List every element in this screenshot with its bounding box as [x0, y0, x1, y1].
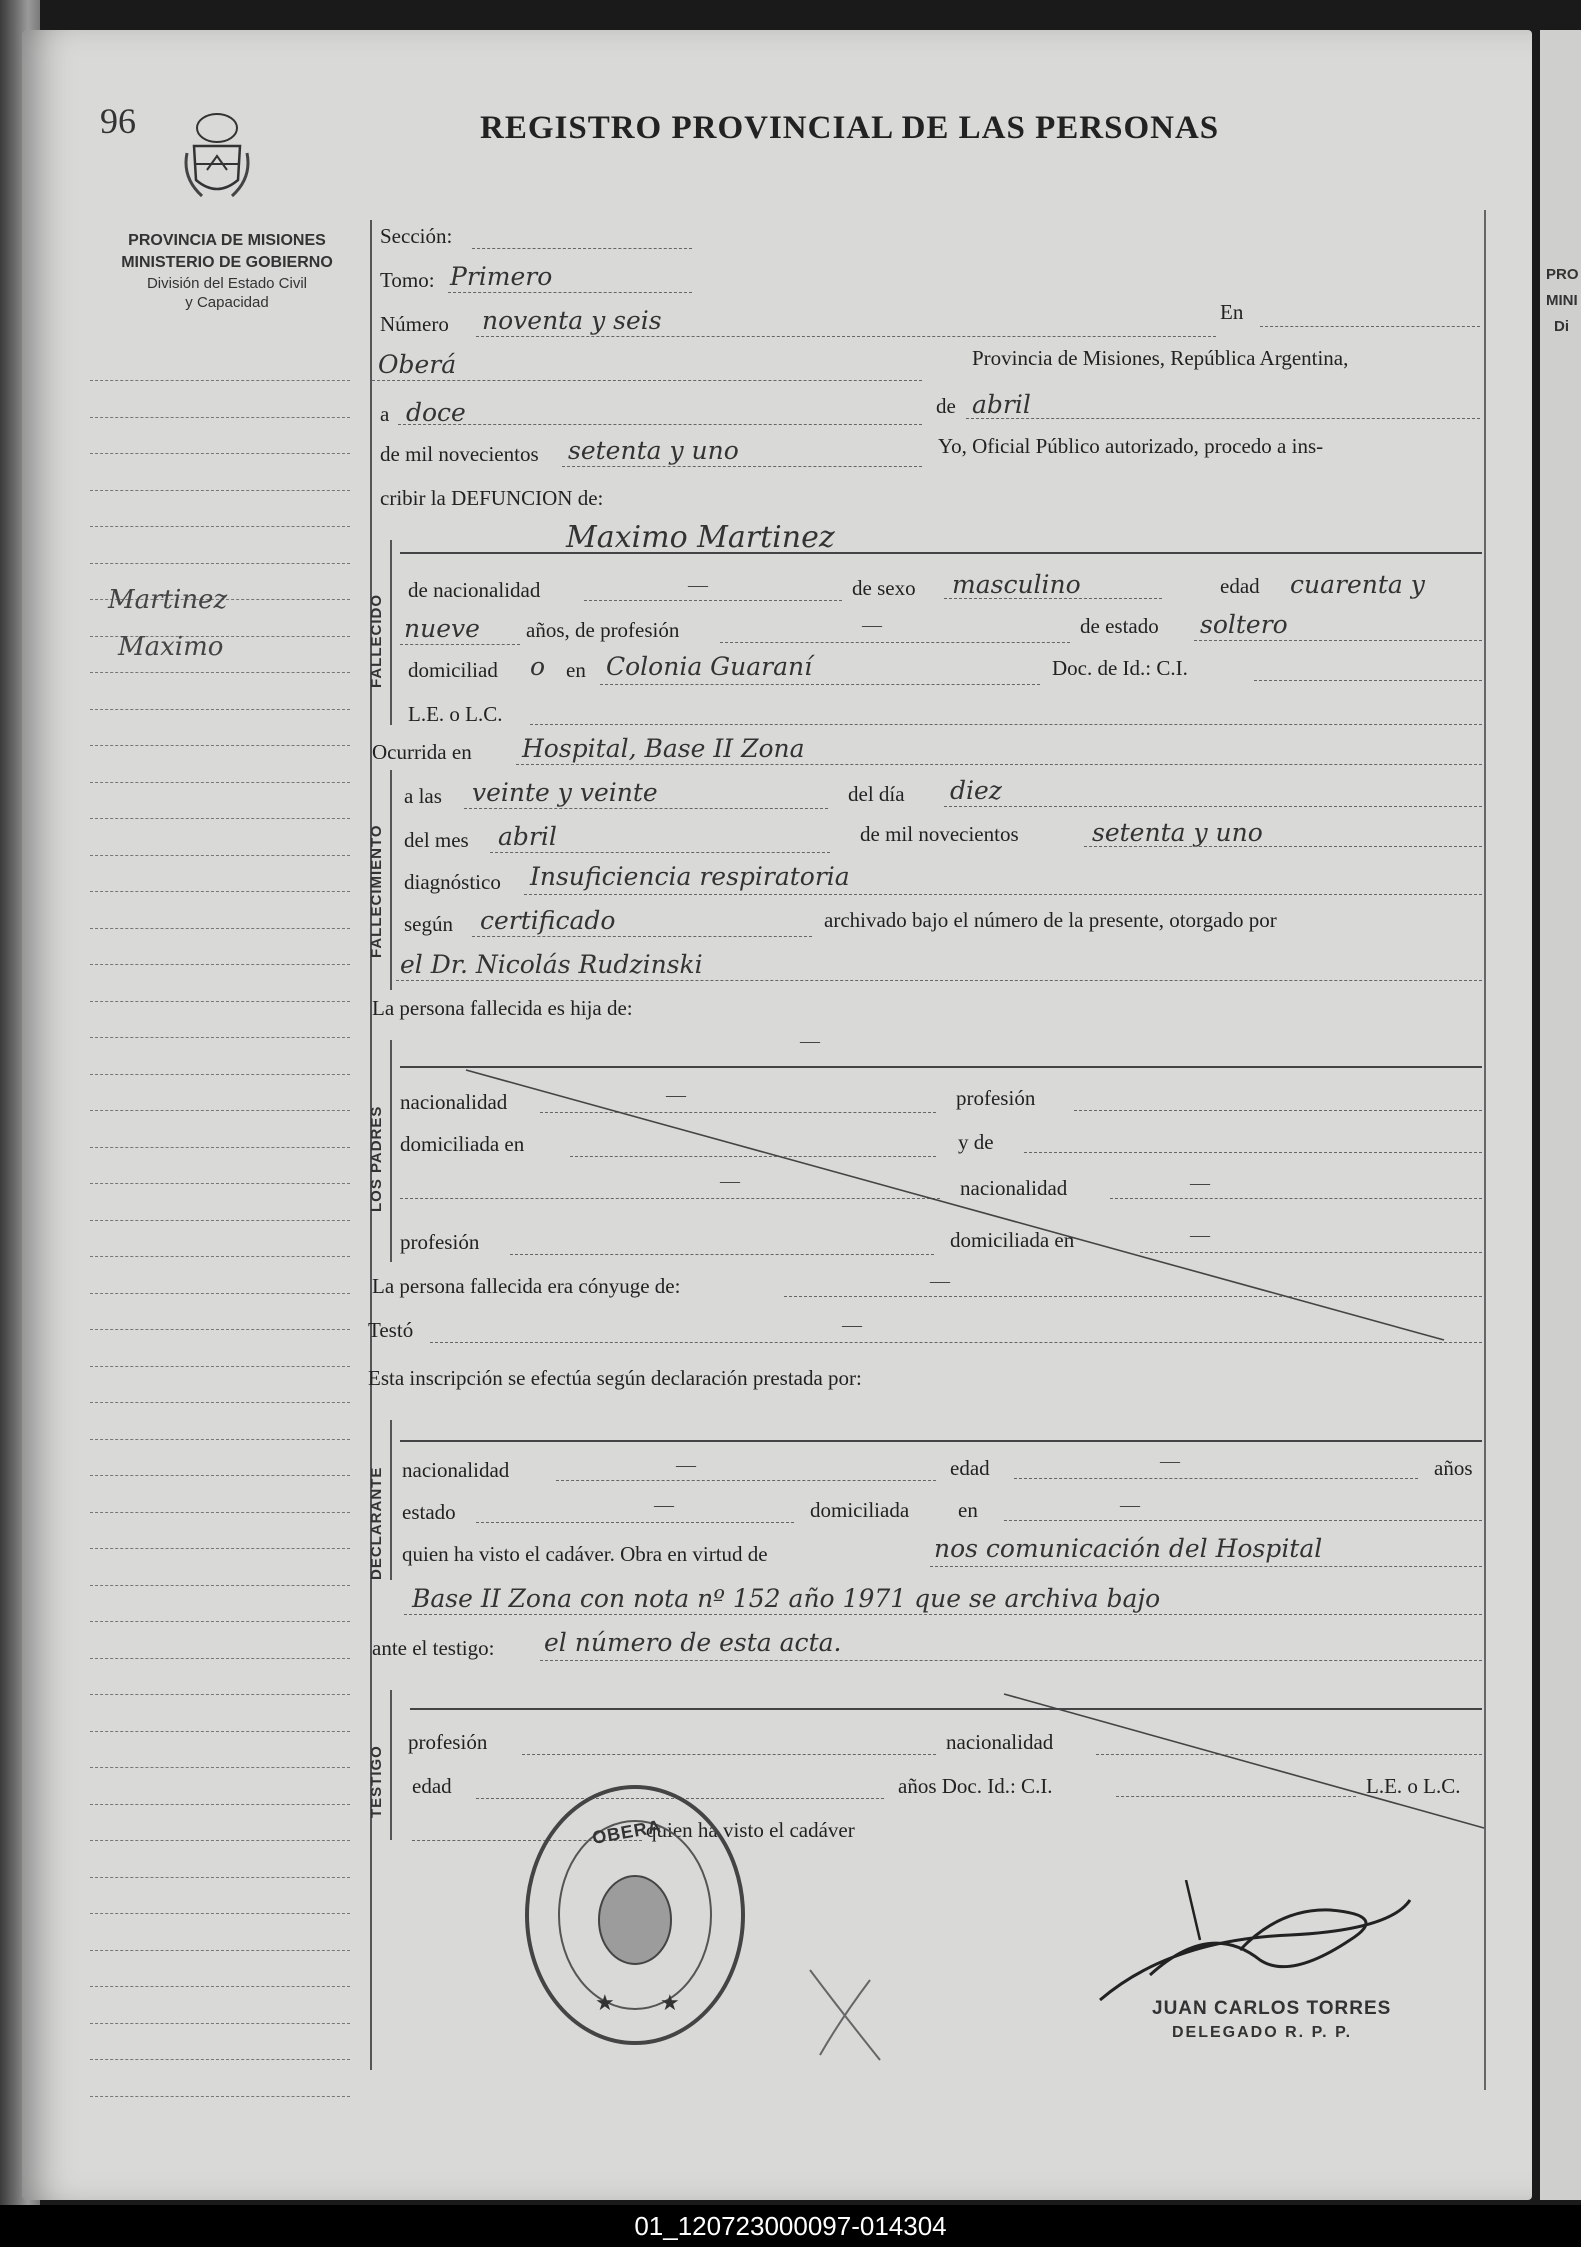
blank-dash: —: [666, 1084, 686, 1106]
margin-rule: [90, 745, 350, 746]
margin-rule: [90, 1512, 350, 1513]
ministry-header: [92, 230, 362, 312]
blank-dash: —: [930, 1270, 950, 1292]
line: [562, 466, 922, 467]
line: [584, 600, 842, 601]
label-estado-decl: estado: [402, 1500, 456, 1524]
label-segun: según: [404, 912, 453, 936]
adjacent-fragment: PRO: [1546, 266, 1579, 283]
label-edad: edad: [1220, 574, 1260, 598]
side-label-declarante: DECLARANTE: [368, 1466, 385, 1580]
hw-medico: el Dr. Nicolás Rudzinski: [400, 950, 703, 979]
label-doc-id: Doc. de Id.: C.I.: [1052, 656, 1188, 680]
side-label-testigo: TESTIGO: [368, 1745, 385, 1818]
margin-rule: [90, 1658, 350, 1659]
hw-diagnostico: Insuficiencia respiratoria: [530, 862, 850, 891]
label-inscripcion: Esta inscripción se efectúa según declaración prestada por:: [368, 1366, 862, 1390]
hw-hora: veinte y veinte: [472, 778, 658, 807]
label-quien-visto2: quien ha visto el cadáver: [646, 1818, 855, 1842]
label-de-mil2: de mil novecientos: [860, 822, 1019, 846]
hw-sexo: masculino: [952, 570, 1081, 599]
blank-dash: —: [688, 574, 708, 596]
label-numero: Número: [380, 312, 449, 336]
cross-mark-icon: [800, 1960, 890, 2070]
blank-dash: —: [800, 1030, 820, 1052]
label-le-lc: L.E. o L.C.: [408, 702, 503, 726]
hw-ocurrida: Hospital, Base II Zona: [522, 734, 805, 763]
blank-dash: —: [842, 1314, 862, 1336]
margin-rule: [90, 1475, 350, 1476]
margin-rule: [90, 2023, 350, 2024]
line: [556, 1480, 936, 1481]
margin-rule: [90, 1913, 350, 1914]
label-quien-visto: quien ha visto el cadáver. Obra en virtud de: [402, 1542, 768, 1566]
ministry-line: PROVINCIA DE MISIONES: [128, 232, 326, 249]
hw-estado: soltero: [1200, 610, 1288, 639]
margin-rule: [90, 1804, 350, 1805]
margin-rule: [90, 563, 350, 564]
margin-surname: Martinez: [108, 585, 228, 615]
label-nacionalidad-test: nacionalidad: [946, 1730, 1054, 1754]
line: [400, 644, 520, 645]
blank-dash: —: [1190, 1172, 1210, 1194]
margin-rule: [90, 855, 350, 856]
label-anos-doc: años Doc. Id.: C.I.: [898, 1774, 1053, 1798]
adjacent-fragment: Di: [1554, 318, 1569, 335]
page-number: 96: [100, 101, 136, 141]
margin-rule: [90, 526, 350, 527]
margin-rule: [90, 1329, 350, 1330]
margin-rule: [90, 1001, 350, 1002]
line: [396, 980, 1482, 981]
label-edad-decl: edad: [950, 1456, 990, 1480]
line: [404, 1614, 1482, 1615]
margin-rule: [90, 928, 350, 929]
margin-firstname: Maximo: [118, 632, 224, 662]
margin-rule: [90, 1840, 350, 1841]
line: [522, 1754, 936, 1755]
line: [600, 684, 1040, 685]
label-provincia: Provincia de Misiones, República Argentina,: [972, 346, 1349, 370]
label-domiciliada-decl: domiciliada: [810, 1498, 910, 1522]
side-label-padres: LOS PADRES: [368, 1105, 385, 1212]
side-label-fallecimiento: FALLECIMIENTO: [368, 824, 385, 958]
blank-dash: —: [862, 614, 882, 636]
rule: [400, 1440, 1482, 1442]
margin-rule: [90, 1293, 350, 1294]
label-profesion-padre: profesión: [956, 1086, 1036, 1110]
margin-rule: [90, 1986, 350, 1987]
margin-rule: [90, 1110, 350, 1111]
line: [398, 424, 922, 425]
label-cribir: cribir la DEFUNCION de:: [380, 486, 604, 510]
hw-o: o: [530, 652, 546, 681]
label-hija-de: La persona fallecida es hija de:: [372, 996, 633, 1020]
label-en-decl: en: [958, 1498, 978, 1522]
hw-lugar: Oberá: [378, 350, 457, 379]
svg-text:★: ★: [660, 1990, 680, 2015]
margin-rule: [90, 1767, 350, 1768]
label-seccion: Sección:: [380, 224, 453, 248]
margin-rule: [90, 891, 350, 892]
margin-rule: [90, 2059, 350, 2060]
blank-dash: —: [1160, 1450, 1180, 1472]
label-de-mil: de mil novecientos: [380, 442, 539, 466]
section-bar: [390, 1690, 392, 1840]
hw-mes: abril: [972, 390, 1031, 419]
label-ocurrida: Ocurrida en: [372, 740, 472, 764]
line: [1260, 326, 1480, 327]
margin-rule: [90, 1037, 350, 1038]
hw-edad1: cuarenta y: [1290, 570, 1425, 599]
label-anos-decl: años: [1434, 1456, 1473, 1480]
hw-nombre: Maximo Martinez: [566, 520, 835, 555]
hw-obra2: Base II Zona con nota nº 152 año 1971 que se archiva bajo: [412, 1584, 1161, 1613]
hw-mes-fall: abril: [498, 822, 557, 851]
line: [372, 380, 922, 381]
label-tomo: Tomo:: [380, 268, 435, 292]
margin-rule: [90, 1183, 350, 1184]
side-label-fallecido: FALLECIDO: [368, 594, 385, 688]
label-diagnostico: diagnóstico: [404, 870, 501, 894]
label-en2: en: [566, 658, 586, 682]
margin-rule: [90, 1256, 350, 1257]
label-testo: Testó: [368, 1318, 414, 1342]
line: [516, 764, 1482, 765]
blank-dash: —: [1190, 1224, 1210, 1246]
line: [472, 936, 812, 937]
margin-rule: [90, 818, 350, 819]
margin-rule: [90, 1731, 350, 1732]
label-nacionalidad-decl: nacionalidad: [402, 1458, 510, 1482]
label-domiciliad: domiciliad: [408, 658, 498, 682]
line: [472, 248, 692, 249]
label-profesion-test: profesión: [408, 1730, 488, 1754]
section-bar: [390, 540, 392, 725]
hw-dia: doce: [406, 398, 466, 427]
label-del-mes: del mes: [404, 828, 469, 852]
label-del-dia: del día: [848, 782, 905, 806]
ministry-line: y Capacidad: [185, 294, 269, 311]
line: [490, 852, 830, 853]
hw-obra1: nos comunicación del Hospital: [934, 1534, 1323, 1563]
hw-numero: noventa y seis: [482, 306, 662, 335]
line: [524, 894, 1482, 895]
line: [1084, 846, 1482, 847]
label-profesion-madre: profesión: [400, 1230, 480, 1254]
label-de: de: [936, 394, 956, 418]
margin-rule: [90, 1220, 350, 1221]
margin-rule: [90, 1585, 350, 1586]
line: [1254, 680, 1482, 681]
line: [930, 1566, 1482, 1567]
blank-dash: —: [720, 1170, 740, 1192]
adjacent-fragment: MINI: [1546, 292, 1578, 309]
line: [540, 1660, 1482, 1661]
line: [476, 1522, 794, 1523]
strike-through-line: [1000, 1690, 1490, 1840]
page-title: REGISTRO PROVINCIAL DE LAS PERSONAS: [480, 110, 1220, 146]
blank-dash: —: [1120, 1494, 1140, 1516]
coat-of-arms-icon: [182, 108, 252, 206]
line: [1004, 1520, 1482, 1521]
section-bar: [390, 1040, 392, 1262]
label-y-de: y de: [958, 1130, 994, 1154]
line: [530, 724, 1482, 725]
section-bar: [390, 770, 392, 990]
label-nacionalidad-padre: nacionalidad: [400, 1090, 508, 1114]
margin-rule: [90, 2096, 350, 2097]
line: [966, 418, 1480, 419]
signer-role: DELEGADO R. P. P.: [1172, 2024, 1353, 2041]
margin-rule: [90, 1621, 350, 1622]
line: [464, 808, 828, 809]
hw-anio: setenta y uno: [568, 436, 739, 465]
label-estado: de estado: [1080, 614, 1159, 638]
blank-dash: —: [676, 1454, 696, 1476]
label-yo: Yo, Oficial Público autorizado, procedo a ins-: [938, 434, 1324, 458]
hw-tomo: Primero: [450, 262, 553, 291]
margin-rule: [90, 964, 350, 965]
signer-name: JUAN CARLOS TORRES: [1152, 1998, 1392, 2019]
adjacent-page: [1540, 30, 1581, 2200]
margin-rule: [90, 380, 350, 381]
margin-rule: [90, 709, 350, 710]
hw-anio-fall: setenta y uno: [1092, 818, 1263, 847]
line: [944, 806, 1482, 807]
ministry-line: División del Estado Civil: [146, 275, 308, 292]
section-bar: [390, 1420, 392, 1580]
line: [1194, 640, 1482, 641]
footer-caption: 01_120723000097-014304: [0, 2205, 1581, 2247]
margin-rule: [90, 1548, 350, 1549]
seal-center-text: OBERA: [590, 1816, 664, 1848]
hw-segun: certificado: [480, 906, 616, 935]
hw-dia-fall: diez: [950, 776, 1002, 805]
strike-through-line: [460, 1066, 1450, 1346]
line: [944, 598, 1162, 599]
svg-text:★: ★: [595, 1990, 615, 2015]
line: [448, 292, 692, 293]
margin-rule: [90, 1366, 350, 1367]
hw-testigo: el número de esta acta.: [544, 1628, 842, 1657]
blank-dash: —: [654, 1494, 674, 1516]
hw-edad2: nueve: [404, 614, 480, 643]
margin-rule: [90, 1950, 350, 1951]
margin-rule: [90, 1402, 350, 1403]
hw-domicilio: Colonia Guaraní: [606, 652, 813, 681]
margin-rule: [90, 453, 350, 454]
signature-icon: [1090, 1880, 1420, 2010]
label-conyuge: La persona fallecida era cónyuge de:: [372, 1274, 681, 1298]
margin-rule: [90, 1147, 350, 1148]
label-nacionalidad: de nacionalidad: [408, 578, 541, 602]
margin-rule: [90, 417, 350, 418]
label-ante-testigo: ante el testigo:: [372, 1636, 495, 1660]
margin-rule: [90, 490, 350, 491]
label-a: a: [380, 402, 390, 426]
line: [720, 642, 1070, 643]
margin-rule: [90, 1694, 350, 1695]
label-domiciliada-padre: domiciliada en: [400, 1132, 525, 1156]
margin-rule: [90, 782, 350, 783]
margin-rule: [90, 1439, 350, 1440]
label-en: En: [1220, 300, 1244, 324]
label-nacionalidad-madre: nacionalidad: [960, 1176, 1068, 1200]
label-a-las: a las: [404, 784, 442, 808]
margin-rule: [90, 1877, 350, 1878]
margin-rule: [90, 1074, 350, 1075]
label-domiciliada-madre: domiciliada en: [950, 1228, 1075, 1252]
label-sexo: de sexo: [852, 576, 916, 600]
label-archivado: archivado bajo el número de la presente, otorgado por: [824, 908, 1277, 932]
line: [476, 336, 1216, 337]
ministry-line: MINISTERIO DE GOBIERNO: [121, 254, 333, 271]
label-anos-profesion: años, de profesión: [526, 618, 680, 642]
line: [1014, 1478, 1418, 1479]
label-le-lc2: L.E. o L.C.: [1366, 1774, 1461, 1798]
label-edad-test: edad: [412, 1774, 452, 1798]
rule: [400, 552, 1482, 554]
margin-rule: [90, 672, 350, 673]
